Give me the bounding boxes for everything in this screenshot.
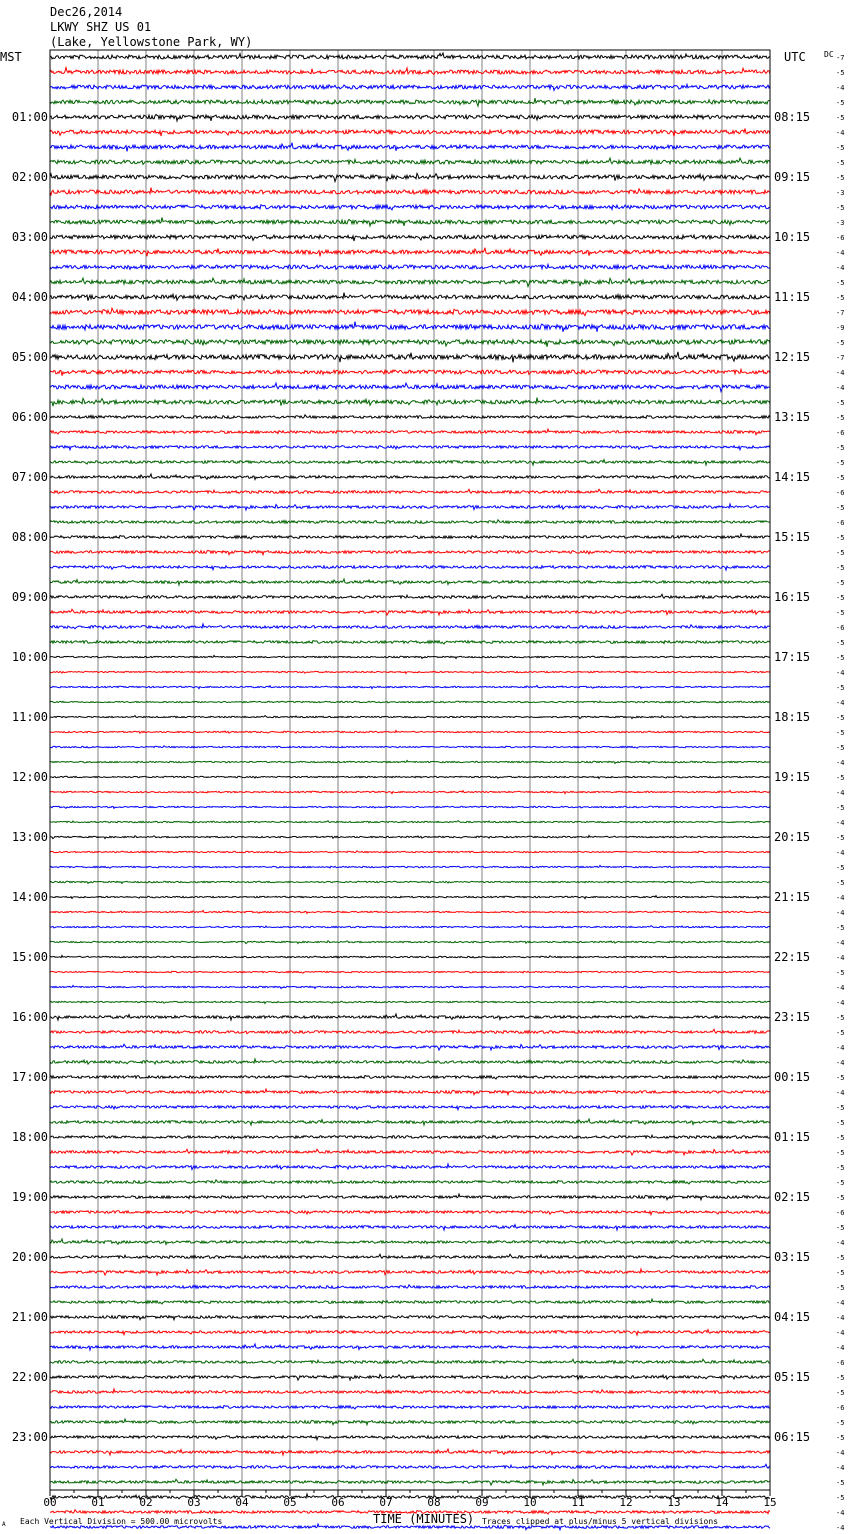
trace-row-54 (50, 865, 770, 868)
trace-row-95 (50, 1479, 770, 1485)
trace-row-1 (50, 68, 770, 75)
dc-offset-label: -5 (836, 474, 845, 482)
right-hour-label: 01:15 (774, 1130, 811, 1144)
dc-offset-label: -5 (836, 414, 845, 422)
left-hour-label: 10:00 (11, 650, 48, 664)
dc-offset-label: -4 (836, 909, 845, 917)
dc-offset-label: -5 (836, 1269, 845, 1277)
dc-offset-label: -5 (836, 1254, 845, 1262)
dc-offset-label: -3 (836, 189, 845, 197)
trace-row-20 (50, 352, 770, 363)
trace-row-14 (50, 264, 770, 269)
dc-offset-label: -5 (836, 69, 845, 77)
dc-offset-label: -4 (836, 1239, 845, 1247)
dc-offset-label: -4 (836, 1449, 845, 1457)
dc-offset-label: -5 (836, 99, 845, 107)
trace-row-67 (50, 1059, 770, 1064)
trace-row-63 (50, 1001, 770, 1003)
trace-row-76 (50, 1194, 770, 1200)
trace-row-2 (50, 84, 770, 90)
dc-offset-label: -4 (836, 264, 845, 272)
x-tick-label-14: 14 (715, 1496, 729, 1509)
trace-row-29 (50, 489, 770, 493)
trace-row-15 (50, 278, 770, 286)
trace-row-37 (50, 609, 770, 615)
trace-row-12 (50, 235, 770, 241)
dc-offset-label: -5 (836, 1029, 845, 1037)
left-hour-label: 16:00 (11, 1010, 48, 1024)
dc-offset-label: -5 (836, 399, 845, 407)
left-timezone-label: MST (0, 50, 22, 64)
dc-offset-label: -5 (836, 174, 845, 182)
trace-row-13 (50, 248, 770, 257)
x-tick-label-07: 07 (379, 1496, 393, 1509)
header-date: Dec26,2014 (50, 5, 123, 19)
trace-row-89 (50, 1389, 770, 1393)
dc-offset-label: -4 (836, 1329, 845, 1337)
trace-row-82 (50, 1285, 770, 1289)
x-axis-title: TIME (MINUTES) (373, 1512, 475, 1526)
trace-row-28 (50, 474, 770, 480)
trace-row-69 (50, 1089, 770, 1095)
trace-row-96 (50, 1494, 770, 1500)
dc-offset-label: -4 (836, 894, 845, 902)
trace-row-26 (50, 446, 770, 450)
trace-row-50 (50, 806, 770, 808)
trace-row-11 (50, 218, 770, 227)
dc-offset-label: -5 (836, 639, 845, 647)
left-hour-label: 11:00 (11, 710, 48, 724)
right-hour-label: 14:15 (774, 470, 811, 484)
trace-row-48 (50, 776, 770, 778)
trace-row-3 (50, 98, 770, 106)
left-hour-label: 01:00 (11, 110, 48, 124)
trace-row-77 (50, 1211, 770, 1215)
x-tick-label-13: 13 (667, 1496, 681, 1509)
trace-row-71 (50, 1119, 770, 1125)
trace-row-55 (50, 881, 770, 883)
dc-offset-label: -5 (836, 1149, 845, 1157)
dc-offset-label: -5 (836, 114, 845, 122)
dc-offset-label: -5 (836, 1164, 845, 1172)
x-tick-label-06: 06 (331, 1496, 345, 1509)
left-hour-label: 18:00 (11, 1130, 48, 1144)
dc-offset-label: -5 (836, 159, 845, 167)
dc-offset-label: -5 (836, 1014, 845, 1022)
left-hour-label: 12:00 (11, 770, 48, 784)
trace-row-81 (50, 1269, 770, 1275)
left-hour-label: 17:00 (11, 1070, 48, 1084)
trace-row-53 (50, 851, 770, 853)
right-hour-label: 20:15 (774, 830, 811, 844)
dc-offset-label: -5 (836, 144, 845, 152)
left-hour-label: 20:00 (11, 1250, 48, 1264)
header-location: (Lake, Yellowstone Park, WY) (50, 35, 253, 49)
trace-row-41 (50, 671, 770, 673)
trace-row-88 (50, 1375, 770, 1381)
dc-offset-label: -4 (836, 939, 845, 947)
dc-offset-label: -5 (836, 1134, 845, 1142)
trace-row-25 (50, 429, 770, 435)
dc-offset-label: -5 (836, 1104, 845, 1112)
dc-offset-label: -4 (836, 849, 845, 857)
trace-row-6 (50, 143, 770, 152)
trace-row-94 (50, 1464, 770, 1468)
dc-offset-label: -6 (836, 1359, 845, 1367)
dc-offset-label: -4 (836, 1464, 845, 1472)
left-hour-label: 14:00 (11, 890, 48, 904)
dc-offset-label: -5 (836, 1434, 845, 1442)
right-hour-label: 13:15 (774, 410, 811, 424)
dc-offset-label: -7 (836, 354, 845, 362)
dc-offset-label: -6 (836, 519, 845, 527)
dc-offset-label: -6 (836, 1404, 845, 1412)
left-hour-label: 22:00 (11, 1370, 48, 1384)
trace-row-51 (50, 821, 770, 823)
dc-offset-label: -5 (836, 1224, 845, 1232)
x-tick-label-02: 02 (139, 1496, 153, 1509)
right-hour-labels (774, 110, 810, 1444)
trace-row-92 (50, 1436, 770, 1440)
trace-row-45 (50, 730, 770, 733)
dc-offset-label: -5 (836, 1074, 845, 1082)
dc-offset-label: -4 (836, 1044, 845, 1052)
left-hour-label: 07:00 (11, 470, 48, 484)
dc-offset-label: -4 (836, 369, 845, 377)
dc-offset-label: -4 (836, 1509, 845, 1517)
x-tick-label-15: 15 (763, 1496, 777, 1509)
right-hour-label: 08:15 (774, 110, 811, 124)
dc-offset-label: -5 (836, 879, 845, 887)
dc-offset-label: -7 (836, 54, 845, 62)
trace-row-35 (50, 579, 770, 585)
dc-offset-label: -6 (836, 624, 845, 632)
trace-row-23 (50, 398, 770, 407)
x-tick-label-12: 12 (619, 1496, 633, 1509)
x-tick-label-09: 09 (475, 1496, 489, 1509)
trace-row-36 (50, 594, 770, 598)
dc-offset-label: -4 (836, 1059, 845, 1067)
left-hour-label: 04:00 (11, 290, 48, 304)
dc-offset-label: -5 (836, 729, 845, 737)
dc-offset-label: -5 (836, 204, 845, 212)
dc-offset-label: -5 (836, 579, 845, 587)
dc-offset-label: -7 (836, 309, 845, 317)
trace-row-17 (50, 308, 770, 315)
dc-offset-label: -5 (836, 714, 845, 722)
dc-offset-label: -3 (836, 219, 845, 227)
seismic-traces (50, 53, 770, 1534)
left-hour-labels (12, 110, 48, 1444)
dc-offset-label: -5 (836, 339, 845, 347)
trace-row-84 (50, 1315, 770, 1319)
x-tick-label-11: 11 (571, 1496, 585, 1509)
x-tick-label-03: 03 (187, 1496, 201, 1509)
trace-row-30 (50, 504, 770, 510)
right-hour-label: 16:15 (774, 590, 811, 604)
trace-row-44 (50, 716, 770, 719)
right-hour-label: 12:15 (774, 350, 811, 364)
trace-row-83 (50, 1299, 770, 1304)
dc-offset-label: -5 (836, 1194, 845, 1202)
left-hour-label: 15:00 (11, 950, 48, 964)
dc-offset-label: -4 (836, 699, 845, 707)
left-hour-label: 23:00 (11, 1430, 48, 1444)
corner-mark: A (2, 1521, 6, 1528)
trace-row-0 (50, 53, 770, 59)
dc-offset-label: -5 (836, 564, 845, 572)
trace-row-52 (50, 835, 770, 838)
left-hour-label: 06:00 (11, 410, 48, 424)
dc-offset-label: -5 (836, 654, 845, 662)
dc-offset-label: -6 (836, 489, 845, 497)
trace-row-47 (50, 760, 770, 763)
trace-row-4 (50, 115, 770, 122)
dc-offset-label: -6 (836, 429, 845, 437)
right-hour-label: 10:15 (774, 230, 811, 244)
dc-offset-label: -5 (836, 459, 845, 467)
dc-offset-label: -4 (836, 759, 845, 767)
right-hour-label: 23:15 (774, 1010, 811, 1024)
trace-row-62 (50, 985, 770, 988)
dc-offset-label: -4 (836, 669, 845, 677)
trace-row-8 (50, 173, 770, 181)
trace-row-16 (50, 293, 770, 301)
trace-row-40 (50, 655, 770, 658)
dc-offset-label: -6 (836, 234, 845, 242)
dc-offset-label: -5 (836, 1374, 845, 1382)
trace-row-31 (50, 520, 770, 524)
trace-row-74 (50, 1164, 770, 1170)
trace-row-57 (50, 910, 770, 913)
trace-row-27 (50, 460, 770, 465)
trace-row-59 (50, 941, 770, 944)
trace-row-85 (50, 1330, 770, 1335)
dc-offset-label: -5 (836, 1284, 845, 1292)
dc-offset-label: -5 (836, 744, 845, 752)
left-hour-label: 03:00 (11, 230, 48, 244)
trace-row-19 (50, 340, 770, 347)
dc-offset-label: -5 (836, 969, 845, 977)
dc-offset-label: -4 (836, 129, 845, 137)
right-hour-label: 03:15 (774, 1250, 811, 1264)
dc-offset-label: -5 (836, 684, 845, 692)
dc-offset-label: -5 (836, 594, 845, 602)
dc-header-label: DC (824, 50, 834, 59)
right-hour-label: 02:15 (774, 1190, 811, 1204)
dc-offset-label: -5 (836, 279, 845, 287)
dc-offset-label: -4 (836, 84, 845, 92)
right-hour-label: 21:15 (774, 890, 811, 904)
dc-offset-label: -5 (836, 444, 845, 452)
trace-row-86 (50, 1344, 770, 1350)
dc-offset-label: -4 (836, 384, 845, 392)
dc-offset-label: -5 (836, 504, 845, 512)
dc-offset-label: -5 (836, 1419, 845, 1427)
dc-offset-label: -4 (836, 1299, 845, 1307)
trace-row-73 (50, 1149, 770, 1155)
left-hour-label: 02:00 (11, 170, 48, 184)
trace-row-66 (50, 1044, 770, 1050)
trace-row-33 (50, 550, 770, 554)
right-hour-label: 19:15 (774, 770, 811, 784)
dc-offset-label: -5 (836, 804, 845, 812)
left-hour-label: 21:00 (11, 1310, 48, 1324)
trace-row-24 (50, 415, 770, 419)
trace-row-64 (50, 1014, 770, 1020)
trace-row-9 (50, 188, 770, 195)
right-hour-label: 06:15 (774, 1430, 811, 1444)
dc-offset-label: -4 (836, 1344, 845, 1352)
trace-row-93 (50, 1449, 770, 1455)
right-hour-label: 15:15 (774, 530, 811, 544)
x-tick-label-08: 08 (427, 1496, 441, 1509)
trace-row-75 (50, 1180, 770, 1184)
dc-offset-label: -5 (836, 1389, 845, 1397)
dc-offset-label: -4 (836, 1524, 845, 1532)
right-hour-label: 00:15 (774, 1070, 811, 1084)
dc-offset-label: -5 (836, 1119, 845, 1127)
dc-offset-label: -4 (836, 1314, 845, 1322)
trace-row-21 (50, 369, 770, 375)
trace-row-46 (50, 746, 770, 748)
trace-row-60 (50, 955, 770, 957)
trace-row-72 (50, 1135, 770, 1139)
trace-row-91 (50, 1419, 770, 1425)
dc-offset-label: -5 (836, 549, 845, 557)
right-hour-label: 05:15 (774, 1370, 811, 1384)
trace-row-5 (50, 129, 770, 137)
left-hour-label: 13:00 (11, 830, 48, 844)
dc-offset-label: -4 (836, 954, 845, 962)
trace-row-34 (50, 566, 770, 570)
left-hour-label: 08:00 (11, 530, 48, 544)
trace-row-87 (50, 1359, 770, 1363)
trace-row-65 (50, 1029, 770, 1033)
trace-row-49 (50, 790, 770, 793)
right-timezone-label: UTC (784, 50, 806, 64)
trace-row-61 (50, 971, 770, 973)
trace-row-7 (50, 158, 770, 164)
dc-offset-label: -5 (836, 864, 845, 872)
left-hour-label: 09:00 (11, 590, 48, 604)
dc-offset-label: -4 (836, 249, 845, 257)
dc-offset-label: -4 (836, 984, 845, 992)
trace-row-79 (50, 1239, 770, 1245)
trace-row-10 (50, 205, 770, 210)
trace-row-18 (50, 322, 770, 332)
trace-row-58 (50, 926, 770, 928)
right-hour-label: 17:15 (774, 650, 811, 664)
dc-offset-label: -5 (836, 774, 845, 782)
dc-offset-label: -6 (836, 1209, 845, 1217)
right-hour-label: 09:15 (774, 170, 811, 184)
x-tick-label-10: 10 (523, 1496, 537, 1509)
trace-row-22 (50, 383, 770, 391)
trace-row-43 (50, 701, 770, 703)
footer-scale-note: Each Vertical Division = 500.00 microvolts (20, 1517, 223, 1526)
x-tick-label-04: 04 (235, 1496, 249, 1509)
dc-offset-label: -9 (836, 324, 845, 332)
dc-offset-label: -5 (836, 609, 845, 617)
dc-offset-label: -5 (836, 1179, 845, 1187)
trace-row-78 (50, 1225, 770, 1230)
trace-row-42 (50, 685, 770, 688)
trace-row-70 (50, 1106, 770, 1110)
dc-offset-label: -5 (836, 924, 845, 932)
dc-offset-labels (836, 54, 844, 1534)
dc-offset-label: -5 (836, 294, 845, 302)
dc-offset-label: -4 (836, 789, 845, 797)
dc-offset-label: -4 (836, 999, 845, 1007)
footer-clip-note: Traces clipped at plus/minus 5 vertical divisions (482, 1517, 719, 1526)
trace-row-80 (50, 1254, 770, 1258)
right-hour-label: 22:15 (774, 950, 811, 964)
trace-row-90 (50, 1406, 770, 1410)
trace-row-68 (50, 1076, 770, 1080)
dc-offset-label: -5 (836, 1494, 845, 1502)
x-tick-label-05: 05 (283, 1496, 297, 1509)
left-hour-label: 19:00 (11, 1190, 48, 1204)
right-hour-label: 04:15 (774, 1310, 811, 1324)
trace-row-56 (50, 896, 770, 899)
trace-row-38 (50, 624, 770, 629)
x-axis-ticks (43, 1490, 776, 1509)
dc-offset-label: -5 (836, 834, 845, 842)
header-station: LKWY SHZ US 01 (50, 20, 152, 34)
x-tick-label-01: 01 (91, 1496, 105, 1509)
x-tick-label-00: 00 (43, 1496, 57, 1509)
trace-row-39 (50, 641, 770, 645)
dc-offset-label: -5 (836, 534, 845, 542)
right-hour-label: 11:15 (774, 290, 811, 304)
dc-offset-label: -4 (836, 819, 845, 827)
left-hour-label: 05:00 (11, 350, 48, 364)
dc-offset-label: -5 (836, 1479, 845, 1487)
trace-row-32 (50, 534, 770, 539)
right-hour-label: 18:15 (774, 710, 811, 724)
dc-offset-label: -4 (836, 1089, 845, 1097)
